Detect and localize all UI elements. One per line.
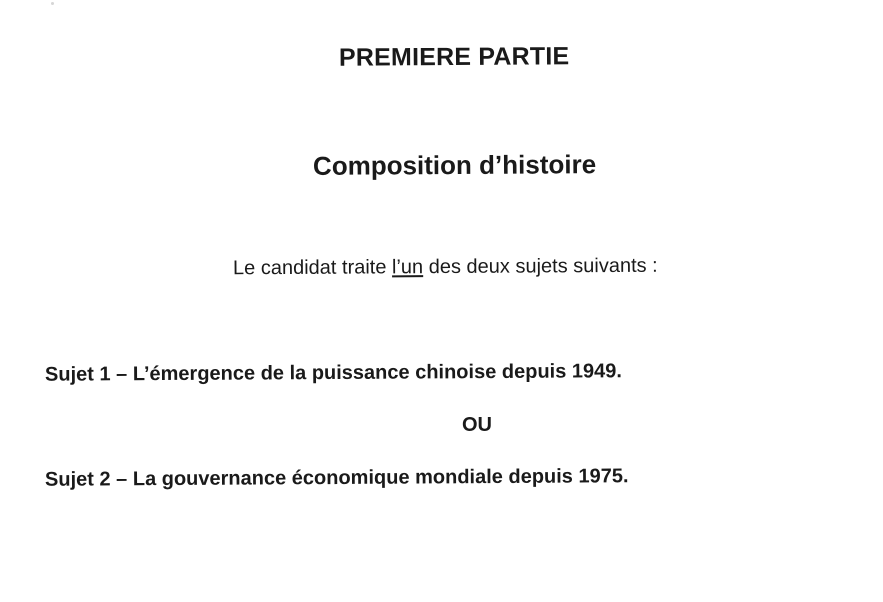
section-title: PREMIERE PARTIE — [338, 42, 570, 72]
scan-speck — [51, 2, 54, 5]
topic-2-text: La gouvernance économique mondiale depuis 1975. — [132, 465, 629, 491]
instruction-emphasis: l’un — [391, 256, 424, 279]
composition-subtitle: Composition d’histoire — [312, 149, 597, 181]
instruction-after: des deux sujets suivants : — [423, 254, 658, 279]
instruction-before: Le candidat traite — [232, 256, 393, 280]
topic-2 — [45, 465, 629, 492]
topic-separator: OU — [462, 414, 492, 436]
topic-2-label: Sujet 2 – — [44, 468, 133, 491]
instruction-text — [233, 255, 658, 281]
topic-1-text: L’émergence de la puissance chinoise depuis 1949. — [132, 360, 622, 386]
topic-1 — [45, 360, 622, 387]
topic-1-label: Sujet 1 – — [44, 363, 133, 386]
